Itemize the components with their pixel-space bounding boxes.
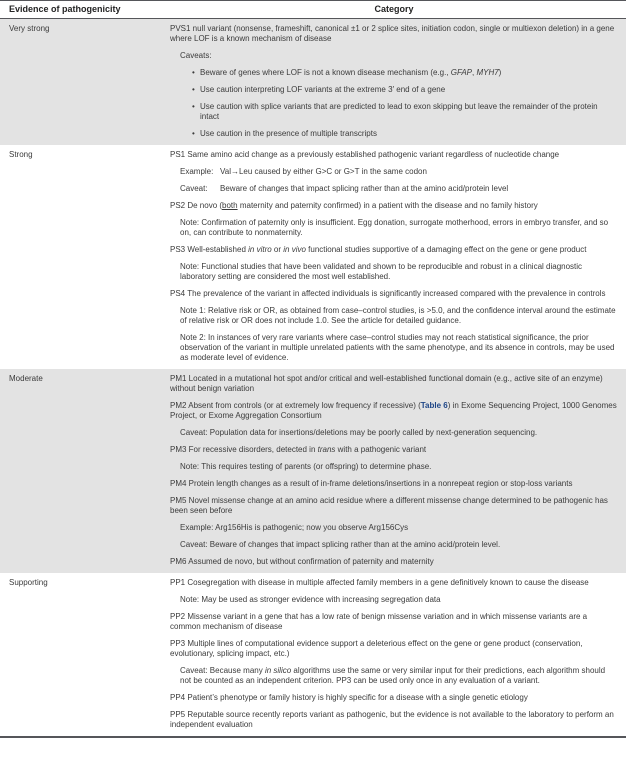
example-caveat-row	[180, 167, 618, 177]
example-caveat-text: Beware of changes that impact splicing rather than at the amino acid/protein level	[220, 184, 509, 193]
bullet-icon: •	[192, 129, 195, 138]
bullet-text: Beware of genes where LOF is not a known disease mechanism (e.g., GFAP, MYH7)	[200, 68, 502, 77]
column-header-category: Category	[374, 4, 414, 14]
example-caveat-row	[180, 184, 618, 194]
example-caveat-label: Caveat:	[180, 184, 208, 193]
note-text: Note 1: Relative risk or OR, as obtained from case–control studies, is >5.0, and the confidence interval around the estimate of relative risk or OR does not include 1.0. See the article for detailed guidance.	[180, 306, 616, 325]
evidence-level-label: Supporting	[9, 578, 48, 587]
criterion-text: PP3 Multiple lines of computational evidence support a deleterious effect on the gene or gene product (conservation, evolutionary, splicing impact, etc.)	[170, 639, 583, 658]
criterion-text: PS3 Well-established in vitro or in vivo functional studies supportive of a damaging effect on the gene or gene product	[170, 245, 587, 254]
bullet-icon: •	[192, 102, 195, 111]
table-row	[0, 573, 626, 736]
bullet-text: Use caution with splice variants that are predicted to lead to exon skipping but leave the remainder of the protein intact	[200, 102, 598, 121]
criterion-text: PP1 Cosegregation with disease in multiple affected family members in a gene definitively known to cause the disease	[170, 578, 589, 587]
criterion-text: PM6 Assumed de novo, but without confirmation of paternity and maternity	[170, 557, 434, 566]
evidence-level-label: Moderate	[9, 374, 43, 383]
caveat-bullet-item	[192, 85, 618, 95]
note-text: Note 2: In instances of very rare variants where case–control studies may not reach statistical significance, the prior observation of the variant in multiple unrelated patients with the same phenotype, and its absence in controls, may be used as moderate level of evidence.	[180, 333, 615, 362]
note-text: Note: This requires testing of parents (or offspring) to determine phase.	[180, 462, 432, 471]
criterion-text: PP2 Missense variant in a gene that has a low rate of benign missense variation and in which missense variants are a common mechanism of disease	[170, 612, 588, 631]
criterion-text: PM3 For recessive disorders, detected in trans with a pathogenic variant	[170, 445, 427, 454]
criterion-text: PM5 Novel missense change at an amino acid residue where a different missense change determined to be pathogenic has been seen before	[170, 496, 608, 515]
note-text: Caveat: Because many in silico algorithms use the same or very similar input for their predictions, each algorithm should not be counted as an independent criterion. PP3 can be used only once in any evaluation of a variant.	[180, 666, 606, 685]
note-text: Note: May be used as stronger evidence with increasing segregation data	[180, 595, 441, 604]
bullet-icon: •	[192, 68, 195, 77]
category-cell	[170, 573, 626, 736]
example-caveat-label: Example:	[180, 167, 214, 176]
criterion-text: PM2 Absent from controls (or at extremely low frequency if recessive) (Table 6) in Exome Sequencing Project, 1000 Genomes Project, or Exome Aggregation Consortium	[170, 401, 617, 420]
criterion-text: PS2 De novo (both maternity and paternity confirmed) in a patient with the disease and no family history	[170, 201, 538, 210]
criterion-text: PM4 Protein length changes as a result of in-frame deletions/insertions in a nonrepeat region or stop-loss variants	[170, 479, 573, 488]
note-text: Caveat: Beware of changes that impact splicing rather than at the amino acid/protein level.	[180, 540, 501, 549]
evidence-level-label: Very strong	[9, 24, 50, 33]
note-text: Caveats:	[180, 51, 212, 60]
caveat-bullet-item	[192, 102, 618, 122]
criterion-text: PVS1 null variant (nonsense, frameshift, canonical ±1 or 2 splice sites, initiation codon, single or multiexon deletion) in a gene where LOF is a known mechanism of disease	[170, 24, 615, 43]
note-text: Example: Arg156His is pathogenic; now you observe Arg156Cys	[180, 523, 409, 532]
underlined-text: both	[222, 201, 238, 210]
table-row	[0, 369, 626, 573]
caveat-bullet-item	[192, 129, 618, 139]
caveat-bullet-item	[192, 68, 618, 78]
note-text: Note: Confirmation of paternity only is insufficient. Egg donation, surrogate motherhood, errors in embryo transfer, and so on, can contribute to nonmaternity.	[180, 218, 609, 237]
evidence-level-label: Strong	[9, 150, 33, 159]
bullet-text: Use caution in the presence of multiple transcripts	[200, 129, 377, 138]
category-cell	[170, 19, 626, 145]
example-caveat-text: Val→Leu caused by either G>C or G>T in the same codon	[220, 167, 427, 176]
column-header-evidence: Evidence of pathogenicity	[9, 4, 121, 14]
category-cell	[170, 145, 626, 369]
criterion-text: PP4 Patient’s phenotype or family history is highly specific for a disease with a single genetic etiology	[170, 693, 528, 702]
table-row	[0, 145, 626, 369]
bullet-icon: •	[192, 85, 195, 94]
bullet-text: Use caution interpreting LOF variants at the extreme 3′ end of a gene	[200, 85, 446, 94]
table-row	[0, 19, 626, 145]
table-body	[0, 19, 626, 736]
criterion-text: PS4 The prevalence of the variant in affected individuals is significantly increased compared with the prevalence in controls	[170, 289, 606, 298]
category-cell	[170, 369, 626, 573]
table-6-reference-link[interactable]: Table 6	[420, 401, 448, 410]
criterion-text: PP5 Reputable source recently reports variant as pathogenic, but the evidence is not available to the laboratory to perform an independent evaluation	[170, 710, 614, 729]
criterion-text: PM1 Located in a mutational hot spot and/or critical and well-established functional domain (e.g., active site of an enzyme) without benign variation	[170, 374, 603, 393]
table-header-row	[0, 1, 626, 19]
note-text: Note: Functional studies that have been validated and shown to be reproducible and robust in a clinical diagnostic laboratory setting are considered the most well established.	[180, 262, 583, 281]
note-text: Caveat: Population data for insertions/deletions may be poorly called by next-generation sequencing.	[180, 428, 538, 437]
criterion-text: PS1 Same amino acid change as a previously established pathogenic variant regardless of nucleotide change	[170, 150, 560, 159]
